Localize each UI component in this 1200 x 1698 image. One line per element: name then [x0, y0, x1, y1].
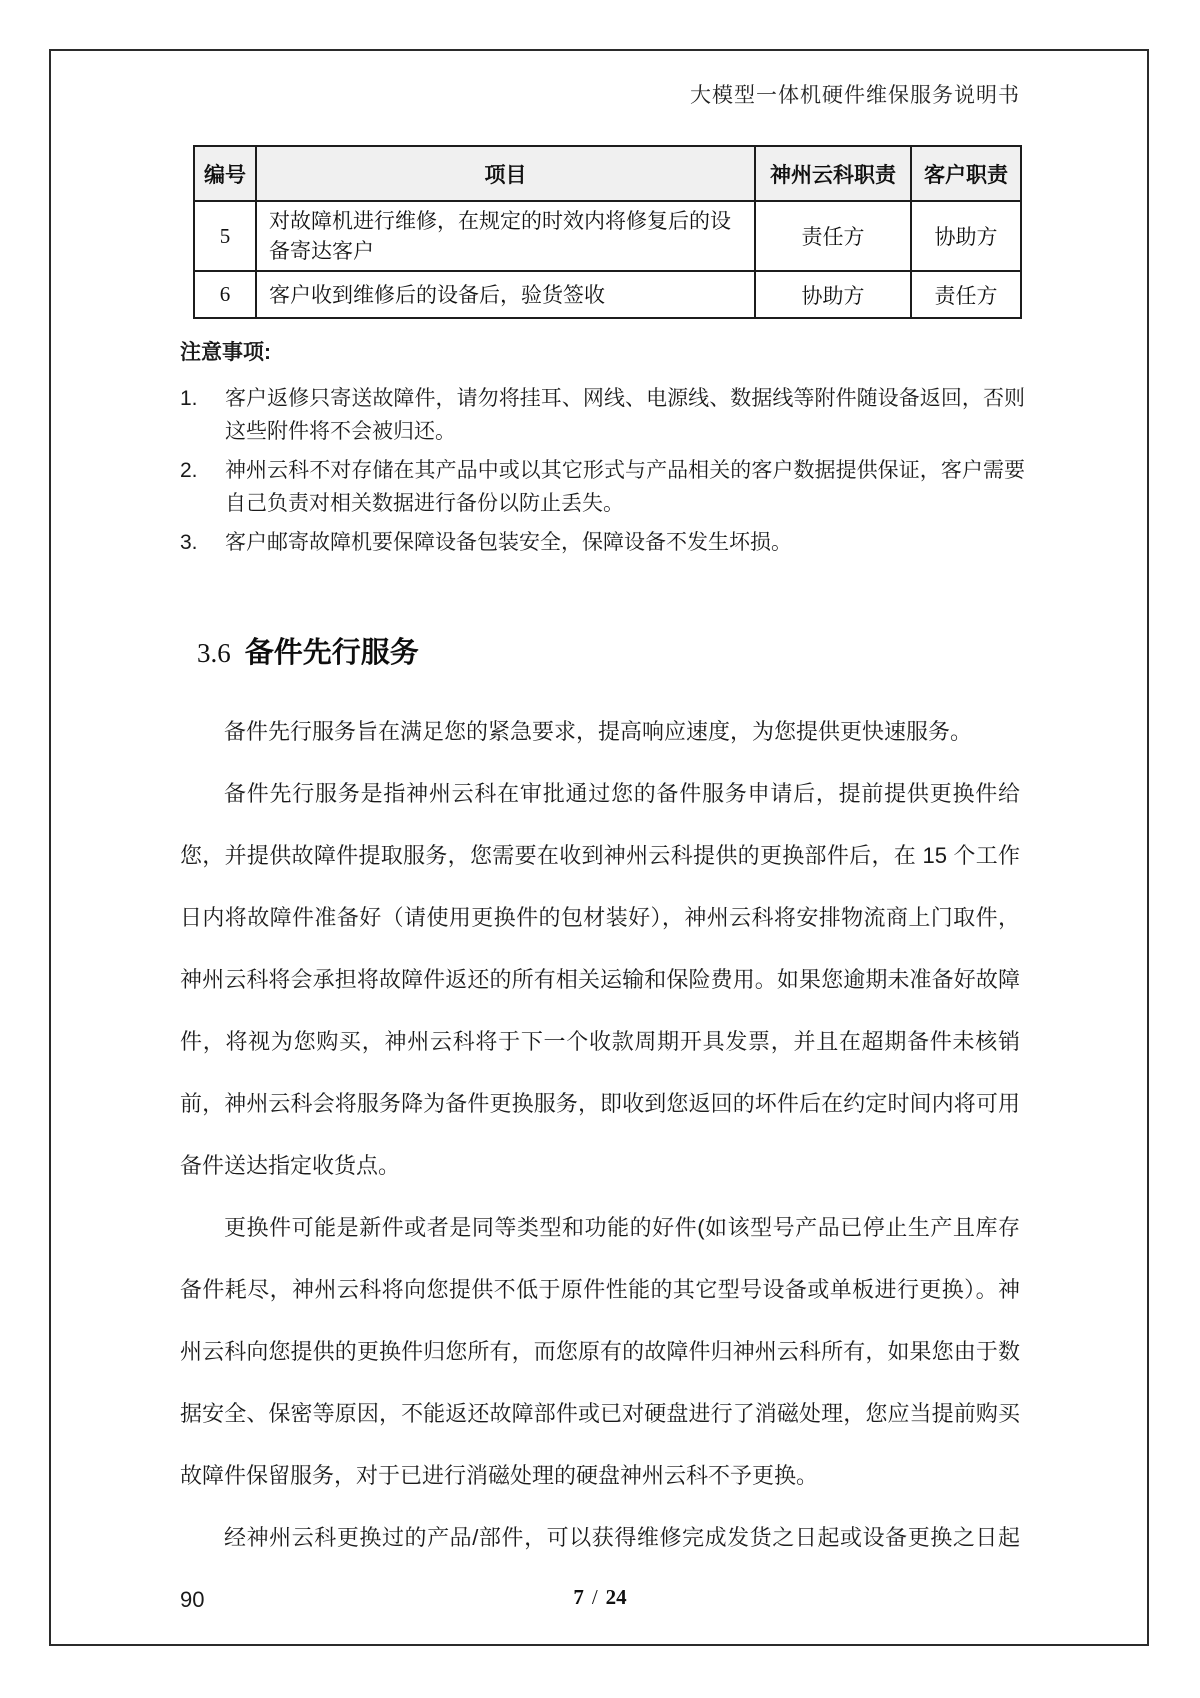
table-header-row — [194, 146, 1021, 201]
paragraph: 更换件可能是新件或者是同等类型和功能的好件(如该型号产品已停止生产且库存备件耗尽，神州云科将向您提供不低于原件性能的其它型号设备或单板进行更换）。神州云科向您提供的更换件归您所有，而您原有的故障件归神州云科所有，如果您由于数据安全、保密等原因，不能返还故障部件或已对硬盘进行了消磁处理，您应当提前购买故障件保留服务，对于已进行消磁处理的硬盘神州云科不予更换。 — [180, 1215, 1020, 1488]
table-header-customer-duty: 客户职责 — [911, 146, 1021, 201]
list-item — [180, 382, 1025, 448]
cell-no: 6 — [194, 271, 256, 318]
table-header-item: 项目 — [256, 146, 755, 201]
list-item-number: 2. — [180, 459, 198, 482]
table-row — [194, 201, 1021, 271]
section-title: 备件先行服务 — [244, 637, 419, 669]
page-number-current: 7 — [573, 1585, 584, 1609]
cell-customer-duty: 协助方 — [911, 201, 1021, 271]
section-number: 3.6 — [197, 638, 231, 668]
list-item-text: 客户返修只寄送故障件，请勿将挂耳、网线、电源线、数据线等附件随设备返回，否则这些附件将不会被归还。 — [225, 387, 1025, 443]
page-footer — [0, 1585, 1200, 1610]
responsibility-table — [193, 145, 1022, 319]
notes-section — [180, 336, 1025, 565]
section-body — [180, 701, 1020, 1631]
cell-item: 客户收到维修后的设备后，验货签收 — [256, 271, 755, 318]
list-item-number: 3. — [180, 531, 198, 554]
cell-vendor-duty: 责任方 — [755, 201, 911, 271]
notes-title: 注意事项: — [180, 341, 271, 364]
paragraph: 经神州云科更换过的产品/部件，可以获得维修完成发货之日起或设备更换之日起 90 — [180, 1525, 1020, 1612]
paragraph: 备件先行服务是指神州云科在审批通过您的备件服务申请后，提前提供更换件给您，并提供故障件提取服务，您需要在收到神州云科提供的更换部件后，在 15 个工作日内将故障件准备好（请使用更换件的包材装好），神州云科将安排物流商上门取件， 神州云科将会承担将故障件返还的所有相关运输和保险费用。如果您逾期未准备好故障件，将视为您购买，神州云科将于下一个收款周期开具发票，并且在超期备件未核销前，神州云科会将服务降为备件更换服务，即收到您返回的坏件后在约定时间内将可用备件送达指定收货点。 — [180, 781, 1020, 1178]
list-item-text: 神州云科不对存储在其产品中或以其它形式与产品相关的客户数据提供保证，客户需要自己负责对相关数据进行备份以防止丢失。 — [225, 459, 1025, 515]
list-item — [180, 454, 1025, 520]
page-number-total: 24 — [605, 1585, 627, 1609]
list-item-number: 1. — [180, 387, 198, 410]
page-number-separator: / — [591, 1585, 598, 1609]
cell-item: 对故障机进行维修，在规定的时效内将修复后的设备寄达客户 — [256, 201, 755, 271]
section-heading — [197, 630, 419, 671]
paragraph: 备件先行服务旨在满足您的紧急要求，提高响应速度，为您提供更快速服务。 — [224, 719, 973, 744]
cell-customer-duty: 责任方 — [911, 271, 1021, 318]
table-header-no: 编号 — [194, 146, 256, 201]
doc-header-title: 大模型一体机硬件维保服务说明书 — [690, 83, 1020, 107]
list-item-text: 客户邮寄故障机要保障设备包装安全，保障设备不发生坏损。 — [225, 531, 792, 554]
table-row — [194, 271, 1021, 318]
table-header-vendor-duty: 神州云科职责 — [755, 146, 911, 201]
list-item — [180, 526, 1025, 559]
cell-no: 5 — [194, 201, 256, 271]
cell-vendor-duty: 协助方 — [755, 271, 911, 318]
